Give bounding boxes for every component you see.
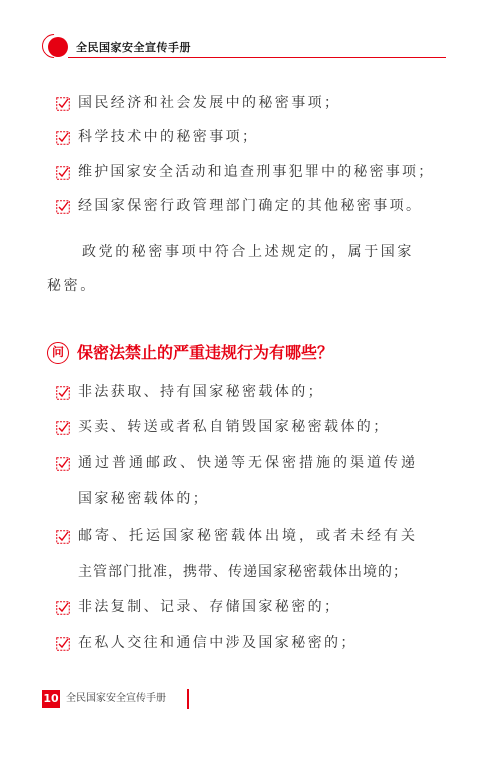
list-item-continuation: 主管部门批准，携带、传递国家秘密载体出境的； <box>78 564 408 580</box>
paragraph-line: 秘密。 <box>47 278 97 294</box>
header-rule <box>68 57 446 59</box>
page-number: 10 <box>42 690 60 708</box>
question-circle-icon: 问 <box>47 342 69 364</box>
list-item: 科学技术中的秘密事项； <box>78 129 259 145</box>
list-item: 国民经济和社会发展中的秘密事项； <box>78 95 341 111</box>
list-item: 经国家保密行政管理部门确定的其他秘密事项。 <box>78 198 423 214</box>
list-item: 非法获取、持有国家秘密载体的； <box>78 384 324 400</box>
checked-box-icon <box>56 131 70 145</box>
checked-box-icon <box>56 530 70 544</box>
footer-title: 全民国家安全宣传手册 <box>66 693 166 704</box>
list-item: 通过普通邮政、快递等无保密措施的渠道传递 <box>78 455 418 471</box>
checked-box-icon <box>56 200 70 214</box>
section-title: 保密法禁止的严重违规行为有哪些？ <box>77 343 334 362</box>
list-item: 在私人交往和通信中涉及国家秘密的； <box>78 635 357 651</box>
list-item: 维护国家安全活动和追查刑事犯罪中的秘密事项； <box>78 164 435 180</box>
footer-divider <box>187 689 189 709</box>
checked-box-icon <box>56 421 70 435</box>
checked-box-icon <box>56 386 70 400</box>
header-title: 全民国家安全宣传手册 <box>76 41 191 54</box>
list-item: 邮寄、托运国家秘密载体出境，或者未经有关 <box>78 528 418 544</box>
checked-box-icon <box>56 166 70 180</box>
checked-box-icon <box>56 457 70 471</box>
checked-box-icon <box>56 637 70 651</box>
header-red-dot-icon <box>48 37 68 57</box>
checked-box-icon <box>56 97 70 111</box>
page-header <box>42 36 446 58</box>
list-item-continuation: 国家秘密载体的； <box>78 491 210 507</box>
checked-box-icon <box>56 601 70 615</box>
list-item: 非法复制、记录、存储国家秘密的； <box>78 599 341 615</box>
list-item: 买卖、转送或者私自销毁国家秘密载体的； <box>78 419 390 435</box>
paragraph-line: 政党的秘密事项中符合上述规定的，属于国家 <box>82 244 414 260</box>
